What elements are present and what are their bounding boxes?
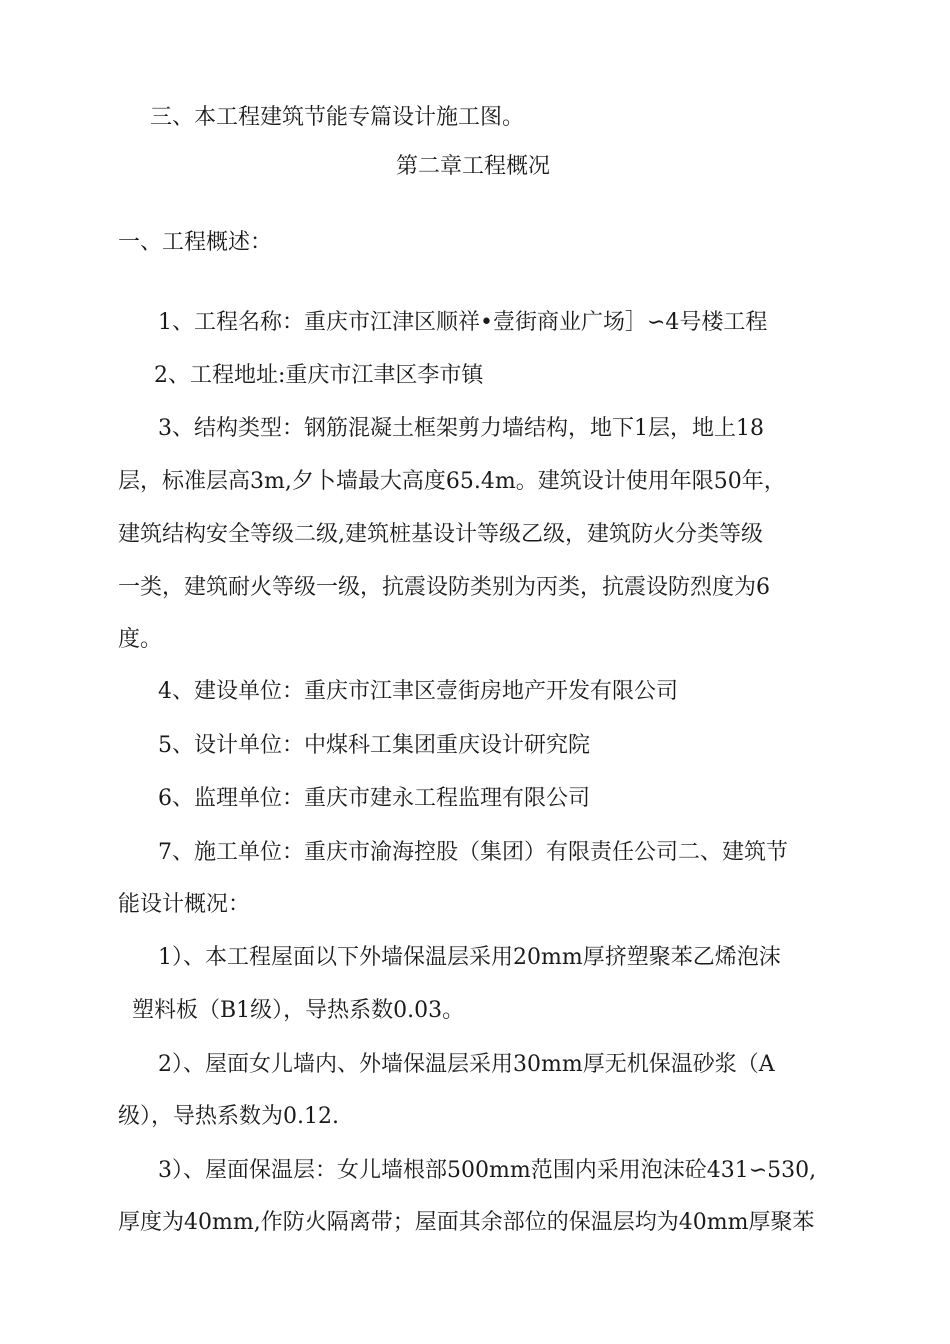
item-1-line-1: 1）、本工程屋面以下外墙保温层采用20mm厚挤塑聚苯乙烯泡沫 [158,945,781,970]
project-name-line: 1、工程名称：重庆市江津区顺祥•壹街商业广场］∽4号楼工程 [158,310,768,335]
item-3-line-1: 3）、屋面保温层：女儿墙根部500mm范围内采用泡沫砼431∽530, [158,1158,817,1183]
item-2-line-1: 2）、屋面女儿墙内、外墙保温层采用30mm厚无机保温砂浆（A [158,1052,775,1077]
supervisor-line: 6、监理单位：重庆市建永工程监理有限公司 [158,786,590,811]
item-1-line-2: 塑料板（B1级），导热系数0.03。 [132,998,465,1023]
energy-design-heading: 能设计概况： [118,892,251,917]
structure-type-line-5: 度。 [118,627,163,652]
section-heading-overview: 一、工程概述： [118,230,273,255]
structure-type-line-4: 一类，建筑耐火等级一级，抗震设防类别为丙类，抗震设防烈度为6 [118,575,770,600]
chapter-title: 第二章工程概况 [396,154,551,179]
structure-type-line-2: 层，标准层高3m,夕卜墙最大高度65.4m。建筑设计使用年限50年， [118,469,786,494]
project-address-line: 2、工程地址:重庆市江聿区李市镇 [154,363,484,388]
item-3-line-2: 厚度为40mm,作防火隔离带；屋面其余部位的保温层均为40mm厚聚苯 [118,1210,815,1235]
owner-line: 4、建设单位：重庆市江聿区壹街房地产开发有限公司 [158,679,678,704]
section-heading-3: 三、本工程建筑节能专篇设计施工图。 [150,105,525,130]
designer-line: 5、设计单位：中煤科工集团重庆设计研究院 [158,733,590,758]
item-2-line-2: 级），导热系数为0.12. [118,1104,339,1129]
structure-type-line-3: 建筑结构安全等级二级,建筑桩基设计等级乙级，建筑防火分类等级 [118,522,763,547]
structure-type-line-1: 3、结构类型：钢筋混凝土框架剪力墙结构，地下1层，地上18 [158,416,764,441]
contractor-line: 7、施工单位：重庆市渝海控股（集团）有限责任公司二、建筑节 [158,840,788,865]
